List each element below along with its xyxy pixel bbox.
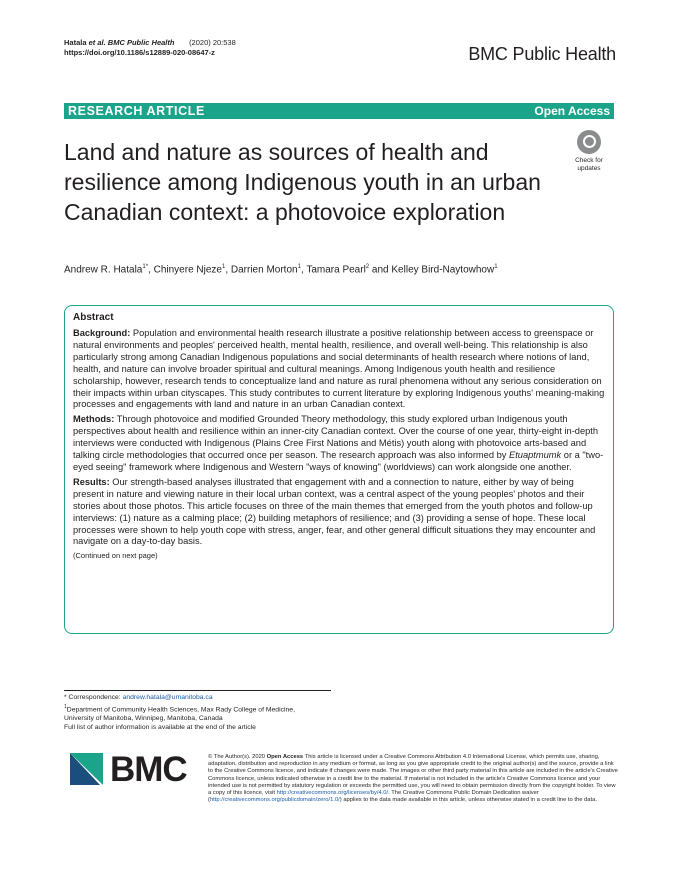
check-for-updates-icon [577,130,601,154]
cc-zero-link[interactable]: http://creativecommons.org/publicdomain/zero/1.0/ [209,797,340,804]
bmc-logo-text: BMC [110,750,187,789]
license-open-access: Open Access [266,754,304,760]
bmc-logo-mark-icon [70,753,106,785]
citation-block [64,38,236,57]
author-affiliation[interactable]: 1 [221,264,226,270]
citation-journal: et al. BMC Public Health [88,38,175,47]
author-name: Andrew R. Hatala [64,264,143,276]
author-name: Darrien Morton [230,264,298,276]
author-list: Andrew R. Hatala$^{1*}$, Chinyere Njeze$^1$, Darrien Morton$^1$, Tamara Pearl$^2$ and Kelley Bird-Naytowhow$^1$ [64,264,498,276]
author-affiliation[interactable]: 1 [297,264,301,270]
methods-italic-term: Etuaptmumk [509,450,562,461]
methods-text: Through photovoice and modified Grounded Theory methodology, this study explored urban Indigenous youth perspectives about health and resilience within an inner-city Canadian context. Over the course of one year, thirty-eight in-depth interviews were conducted with Indigenous (Plains Cree First Nations and Métis) youth along with photovoice arts-based and talking circle methodologies that occurred once per season. The research approach was also informed by [73,414,599,461]
article-type-banner [64,103,614,119]
author-name: Chinyere Njeze [153,264,222,276]
footnotes [64,694,339,732]
methods-text-2: or a "two-eyed seeing" framework where Indigenous and Western "ways of knowing" (worldviews) can work alongside one another. [73,450,604,472]
cc-by-license-link[interactable]: http://creativecommons.org/licenses/by/4.0/ [276,790,389,797]
results-text: Our strength-based analyses illustrated that engagement with and a connection to nature, either by way of being present in nature and viewing nature in their local urban context, was a central aspect of the young peoples' photos and their stories about those photos. This article focuses on three of the main themes that emerged from the youth photos and follow-up interviews: (1) nature as a calming place; (2) building metaphors of resilience; and (3) providing a sense of hope. These local processes were shown to help youth cope with stress, anger, fear, and other general difficult situations they may encounter and navigate on a day-to-day basis. [73,476,596,547]
author-affiliation[interactable]: 2 [365,264,370,270]
abstract-box [64,305,614,634]
background-text: Population and environmental health research illustrate a positive relationship between access to greenspace or natural environments and peoples' perceived health, mental health, resilience, and overall well-being. This relationship is also particularly strong among Canadian Indigenous populations and social determinants of health research where notions of land, health, and nature can involve broader spiritual and cultural meanings. Among Indigenous youth health and resilience scholarship, however, research tends to conceptualize land and nature as rural phenomena without any serious consideration on their impacts within urban cityscapes. This study contributes to current literature by exploring Indigenous youths' meaning-making processes and engagements with land and nature in an urban Canadian context. [73,328,605,410]
check-for-updates-badge[interactable] [563,130,615,182]
results-label: Results: [73,476,110,487]
bmc-logo [70,750,195,789]
abstract-results [73,477,606,548]
badge-label-1: Check for [575,157,603,164]
footnote-divider [64,690,331,691]
author-affiliation[interactable]: 1* [142,264,149,270]
badge-label-2: updates [577,164,601,172]
abstract-background [73,328,606,411]
correspondence-label: * Correspondence: [64,694,123,701]
license-text: © The Author(s). 2020 Open Access This article is licensed under a Creative Commons Attribution 4.0 International License, which permits use, sharing, adaptation, distribution and reproduction in any medium or format, as long as you give appropriate credit to the original author(s) and the source, provide a link to the Creative Commons licence, and indicate if changes were made. The images or other third party material in this article are included in the article's Creative Commons licence, unless indicated otherwise in a credit line to the material. If material is not included in the article's Creative Commons licence and your intended use is not permitted by statutory regulation or exceeds the permitted use, you will need to obtain permission directly from the copyright holder. To view a copy of this licence, visit http://creativecommons.org/licenses/by/4.0/. The Creative Commons Public Domain Dedication waiver (http://creativecommons.org/publicdomain/zero/1.0/) applies to the data made available in this article, unless otherwise stated in a credit line to the data. [208,754,618,804]
background-label: Background: [73,328,131,338]
citation-authors: Hatala [64,38,89,47]
citation-doi[interactable]: https://doi.org/10.1186/s12889-020-08647-z [64,47,215,57]
correspondence-line [64,694,339,703]
article-type-label: RESEARCH ARTICLE [68,104,205,118]
methods-label: Methods: [73,414,115,425]
author-affiliation[interactable]: 1 [494,264,498,270]
abstract-methods [73,414,606,474]
citation-year: (2020) 20:538 [189,38,236,47]
full-author-info-note: Full list of author information is available at the end of the article [64,723,256,731]
author-name: Kelley Bird-Naytowhow [391,264,495,276]
citation-line-1 [64,38,236,48]
correspondence-email-link[interactable]: andrew.hatala@umanitoba.ca [122,694,213,701]
journal-name: BMC Public Health [468,44,616,64]
open-access-label: Open Access [534,104,610,118]
author-name: Tamara Pearl [306,264,366,276]
affiliation-line-1: $^1$Department of Community Health Sciences, Max Rady College of Medicine, [64,703,295,714]
affiliation-line-2: University of Manitoba, Winnipeg, Manitoba, Canada [64,714,223,722]
continued-note: (Continued on next page) [73,551,158,561]
article-title: Land and nature as sources of health and resilience among Indigenous youth in an urban Canadian context: a photovoice exploration [64,139,541,225]
abstract-heading: Abstract [73,312,114,323]
